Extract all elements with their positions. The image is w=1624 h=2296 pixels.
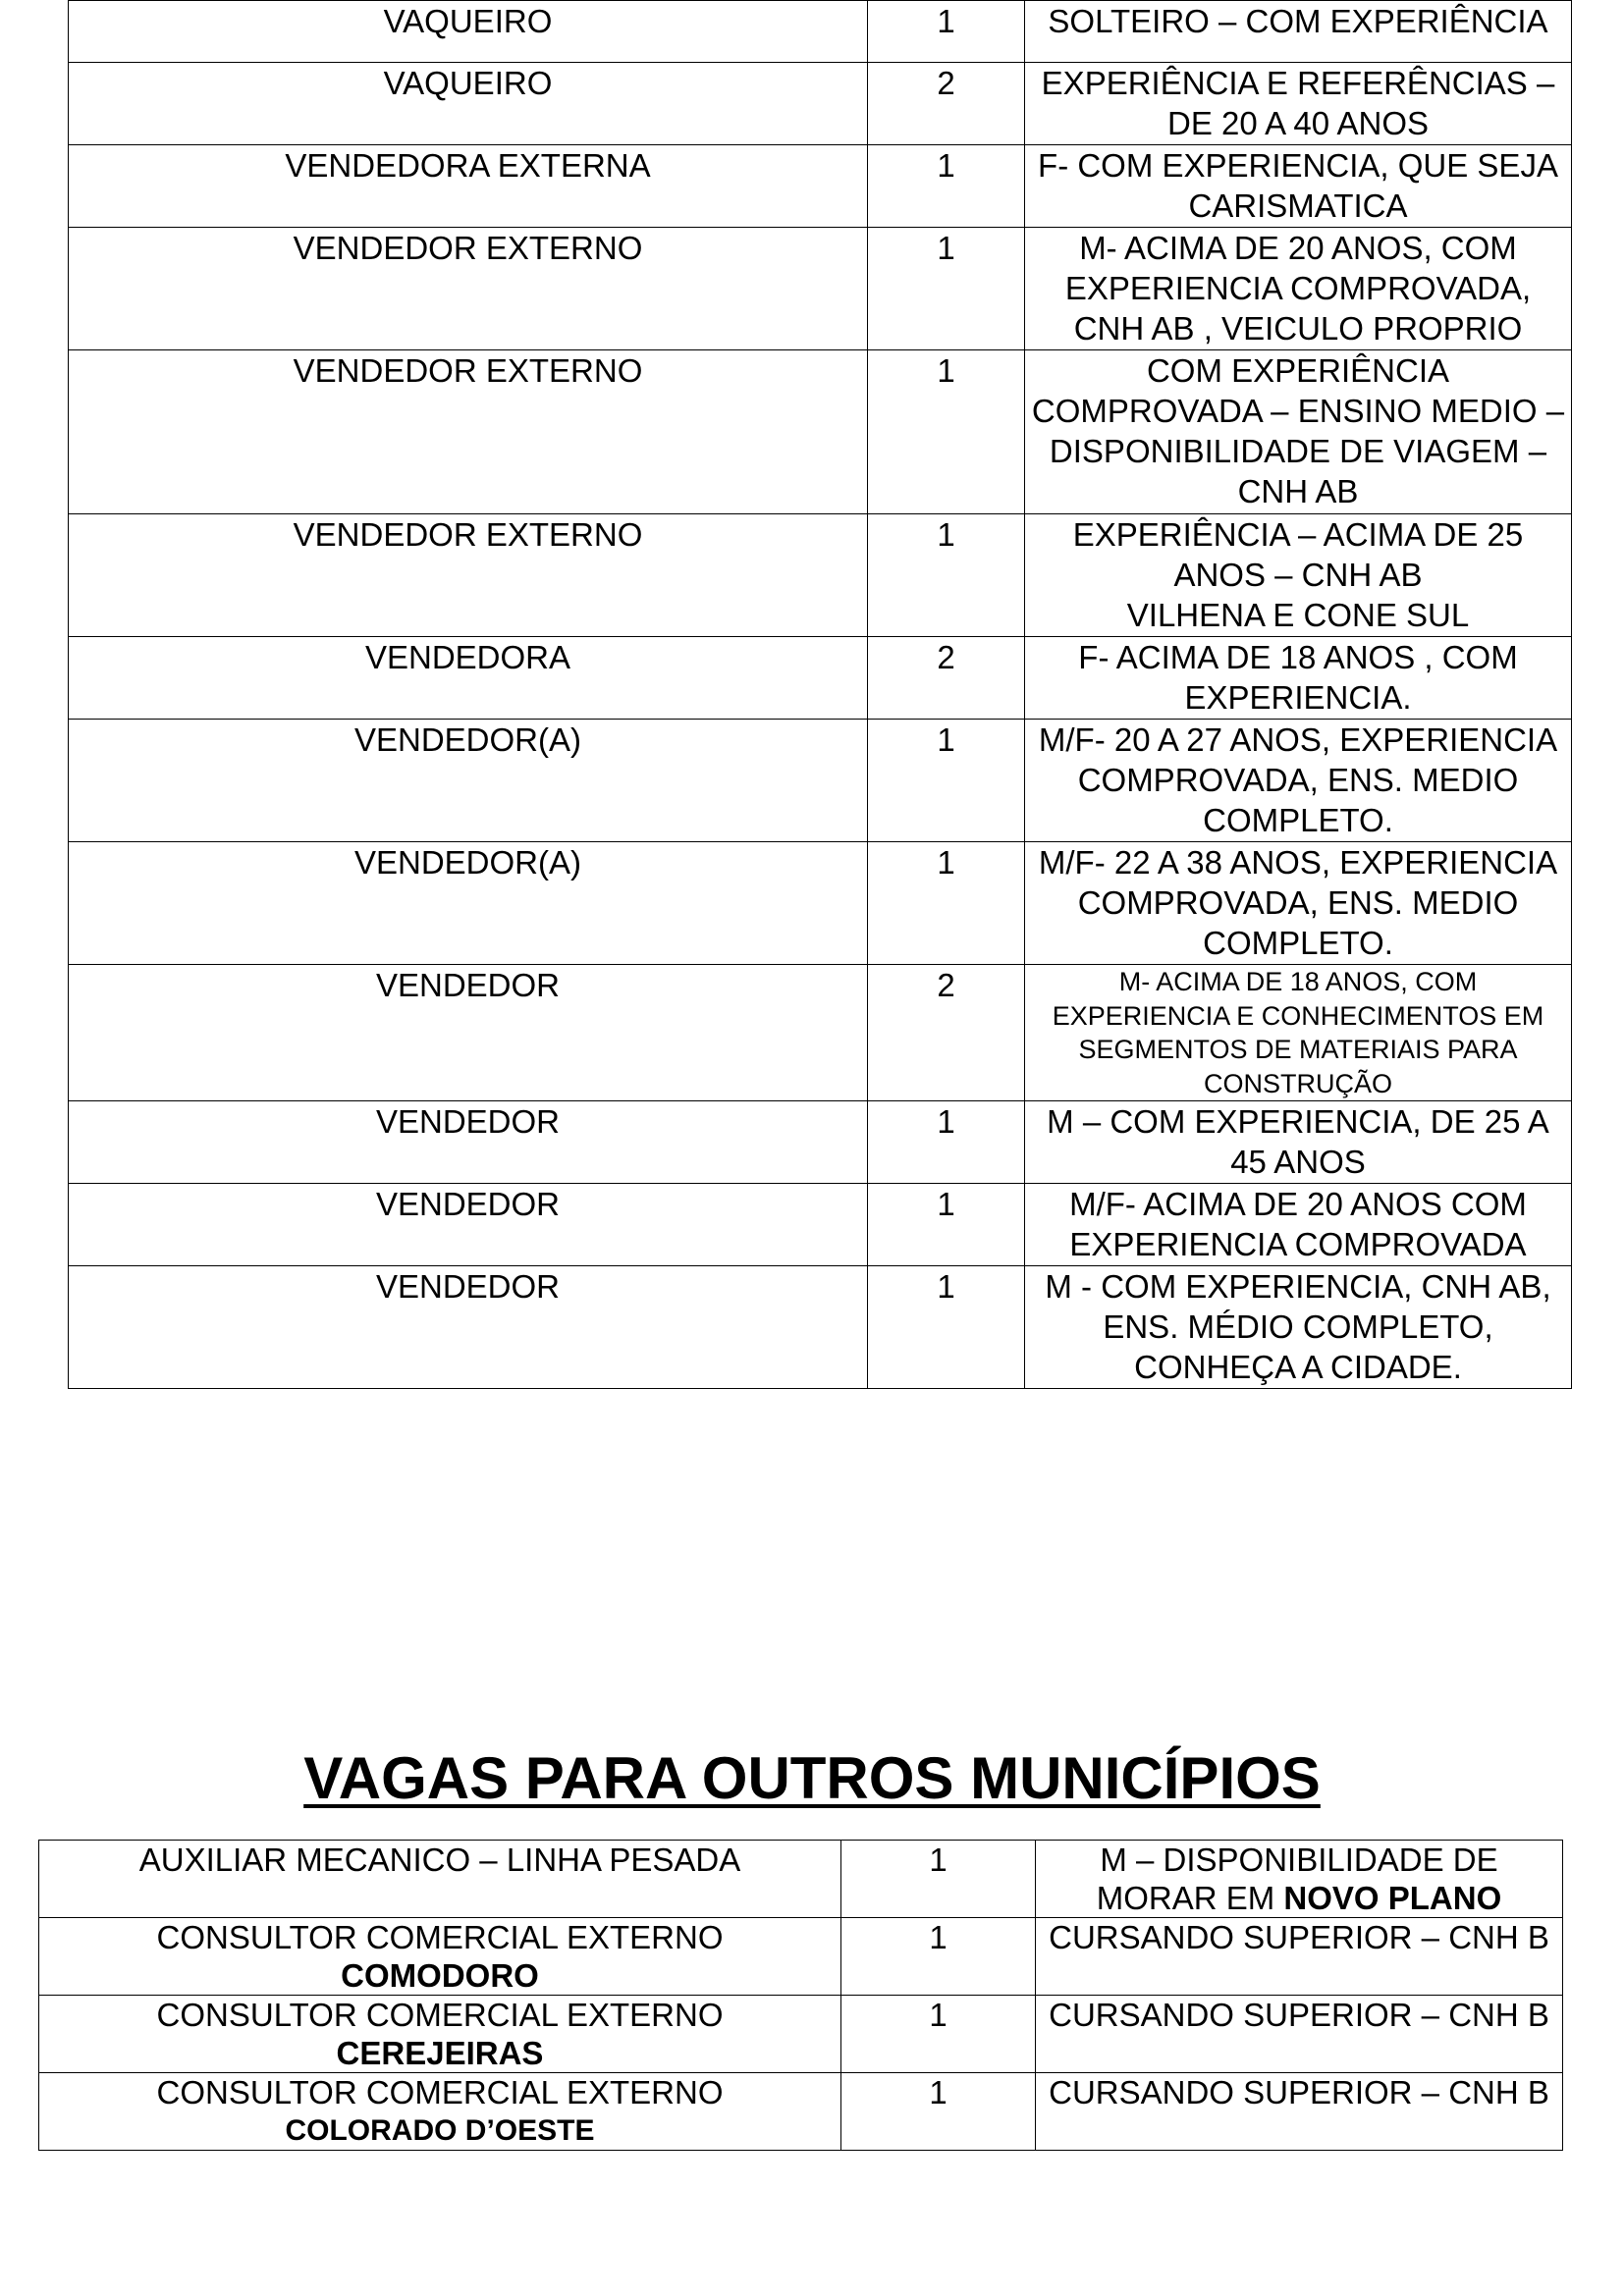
quantity-cell: 1 xyxy=(868,720,1025,842)
role-text: CONSULTOR COMERCIAL EXTERNO xyxy=(156,1997,724,2033)
requirements-cell: M – COM EXPERIENCIA, DE 25 A 45 ANOS xyxy=(1025,1101,1572,1184)
region-text: VILHENA E CONE SUL xyxy=(1126,597,1470,633)
requirements-text: EXPERIÊNCIA – ACIMA DE 25 ANOS – CNH AB xyxy=(1072,516,1524,593)
requirements-cell: M- ACIMA DE 18 ANOS, COM EXPERIENCIA E CONHECIMENTOS EM SEGMENTOS DE MATERIAIS PARA CONSTRUÇÃO xyxy=(1025,965,1572,1101)
city-name: CEREJEIRAS xyxy=(336,2035,544,2071)
table-row xyxy=(69,637,1572,720)
table-row xyxy=(69,842,1572,965)
quantity-cell: 1 xyxy=(868,1101,1025,1184)
requirements-cell: M - COM EXPERIENCIA, CNH AB, ENS. MÉDIO COMPLETO, CONHEÇA A CIDADE. xyxy=(1025,1266,1572,1389)
quantity-cell: 1 xyxy=(868,1266,1025,1389)
role-cell: VENDEDOR(A) xyxy=(69,842,868,965)
table-row xyxy=(39,1996,1563,2073)
requirements-cell: M/F- 22 A 38 ANOS, EXPERIENCIA COMPROVADA, ENS. MEDIO COMPLETO. xyxy=(1025,842,1572,965)
quantity-cell: 2 xyxy=(868,63,1025,145)
city-name: NOVO PLANO xyxy=(1283,1880,1502,1916)
requirements-cell: CURSANDO SUPERIOR – CNH B xyxy=(1036,2073,1563,2151)
role-cell xyxy=(39,1918,841,1996)
table-row xyxy=(69,350,1572,514)
quantity-cell: 1 xyxy=(868,228,1025,350)
role-cell: VENDEDORA EXTERNA xyxy=(69,145,868,228)
role-text: CONSULTOR COMERCIAL EXTERNO xyxy=(156,1919,724,1955)
quantity-cell: 1 xyxy=(841,2073,1036,2151)
table-row xyxy=(39,2073,1563,2151)
role-cell: VENDEDOR(A) xyxy=(69,720,868,842)
quantity-cell: 2 xyxy=(868,637,1025,720)
table-row xyxy=(69,228,1572,350)
table-row xyxy=(39,1841,1563,1918)
quantity-cell: 1 xyxy=(841,1841,1036,1918)
role-cell: AUXILIAR MECANICO – LINHA PESADA xyxy=(39,1841,841,1918)
requirements-cell: SOLTEIRO – COM EXPERIÊNCIA xyxy=(1025,1,1572,63)
quantity-cell: 1 xyxy=(868,350,1025,514)
requirements-cell: M/F- 20 A 27 ANOS, EXPERIENCIA COMPROVADA, ENS. MEDIO COMPLETO. xyxy=(1025,720,1572,842)
city-name: COLORADO D’OESTE xyxy=(285,2114,595,2147)
role-cell: VAQUEIRO xyxy=(69,63,868,145)
role-cell: VAQUEIRO xyxy=(69,1,868,63)
role-cell: VENDEDOR xyxy=(69,965,868,1101)
requirements-cell: M/F- ACIMA DE 20 ANOS COM EXPERIENCIA COMPROVADA xyxy=(1025,1184,1572,1266)
table-row xyxy=(69,1,1572,63)
requirements-cell: F- COM EXPERIENCIA, QUE SEJA CARISMATICA xyxy=(1025,145,1572,228)
quantity-cell: 1 xyxy=(841,1996,1036,2073)
requirements-cell: F- ACIMA DE 18 ANOS , COM EXPERIENCIA. xyxy=(1025,637,1572,720)
table-row xyxy=(39,1918,1563,1996)
table-row xyxy=(69,1266,1572,1389)
requirements-cell xyxy=(1036,1841,1563,1918)
quantity-cell: 1 xyxy=(868,1,1025,63)
requirements-cell: COM EXPERIÊNCIA COMPROVADA – ENSINO MEDIO – DISPONIBILIDADE DE VIAGEM – CNH AB xyxy=(1025,350,1572,514)
role-cell: VENDEDOR EXTERNO xyxy=(69,228,868,350)
quantity-cell: 1 xyxy=(868,1184,1025,1266)
requirements-cell: CURSANDO SUPERIOR – CNH B xyxy=(1036,1918,1563,1996)
role-cell: VENDEDOR xyxy=(69,1101,868,1184)
role-text: CONSULTOR COMERCIAL EXTERNO xyxy=(156,2074,724,2110)
table-row xyxy=(69,63,1572,145)
requirements-cell: EXPERIÊNCIA E REFERÊNCIAS – DE 20 A 40 ANOS xyxy=(1025,63,1572,145)
table-row xyxy=(69,965,1572,1101)
quantity-cell: 1 xyxy=(841,1918,1036,1996)
section-title xyxy=(0,1744,1624,1813)
vacancies-table xyxy=(68,0,1572,1389)
quantity-cell: 1 xyxy=(868,145,1025,228)
quantity-cell: 1 xyxy=(868,842,1025,965)
table-row xyxy=(69,720,1572,842)
table-row xyxy=(69,1101,1572,1184)
table-row xyxy=(69,145,1572,228)
role-cell: VENDEDOR EXTERNO xyxy=(69,350,868,514)
role-cell xyxy=(39,2073,841,2151)
other-municipalities-table xyxy=(38,1840,1563,2151)
city-name: COMODORO xyxy=(341,1957,539,1994)
requirements-cell xyxy=(1025,514,1572,637)
role-cell xyxy=(39,1996,841,2073)
role-cell: VENDEDOR xyxy=(69,1184,868,1266)
role-cell: VENDEDOR EXTERNO xyxy=(69,514,868,637)
section-title-text: VAGAS PARA OUTROS MUNICÍPIOS xyxy=(303,1745,1321,1811)
requirements-cell: M- ACIMA DE 20 ANOS, COM EXPERIENCIA COMPROVADA, CNH AB , VEICULO PROPRIO xyxy=(1025,228,1572,350)
requirements-text: M – DISPONIBILIDADE DE MORAR EM xyxy=(1096,1842,1498,1916)
role-cell: VENDEDORA xyxy=(69,637,868,720)
table-row xyxy=(69,514,1572,637)
requirements-cell: CURSANDO SUPERIOR – CNH B xyxy=(1036,1996,1563,2073)
quantity-cell: 2 xyxy=(868,965,1025,1101)
quantity-cell: 1 xyxy=(868,514,1025,637)
table-row xyxy=(69,1184,1572,1266)
role-cell: VENDEDOR xyxy=(69,1266,868,1389)
